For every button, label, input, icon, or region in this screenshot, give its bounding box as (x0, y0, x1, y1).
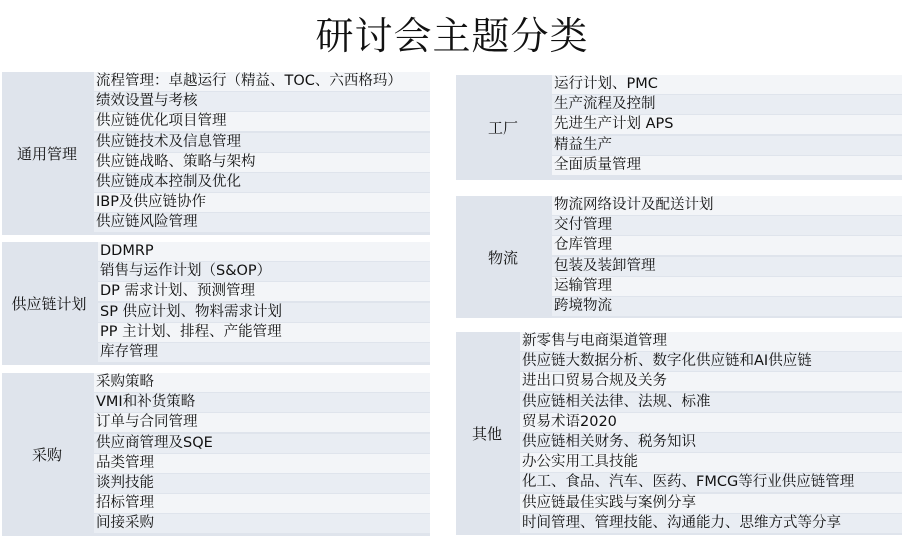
topic-item: 销售与运作计划（S&OP） (98, 262, 430, 281)
topic-item: 时间管理、管理技能、沟通能力、思维方式等分享 (520, 514, 902, 533)
category-group-general-management (2, 72, 430, 235)
category-group-other (456, 332, 902, 535)
topic-list (94, 373, 430, 535)
topic-item: 供应链相关财务、税务知识 (520, 433, 902, 452)
page-title: 研讨会主题分类 (315, 14, 589, 58)
topic-item: 物流网络设计及配送计划 (552, 196, 902, 215)
topic-item: VMI和补货策略 (94, 393, 430, 412)
topic-item: 贸易术语2020 (520, 413, 902, 432)
topic-item: PP 主计划、排程、产能管理 (98, 323, 430, 342)
topic-item: 进出口贸易合规及关务 (520, 372, 902, 391)
category-label: 其他 (471, 425, 502, 443)
topic-item: 全面质量管理 (552, 156, 902, 175)
topic-item: 供应链大数据分析、数字化供应链和AI供应链 (520, 352, 902, 371)
topic-item: 品类管理 (94, 454, 430, 473)
topic-item: 仓库管理 (552, 236, 902, 255)
topic-item: 供应链成本控制及优化 (94, 173, 430, 192)
category-group-supply-chain-planning (2, 242, 430, 365)
topic-item: 库存管理 (98, 343, 430, 362)
topic-item: 化工、食品、汽车、医药、FMCG等行业供应链管理 (520, 473, 902, 492)
topic-item: 招标管理 (94, 494, 430, 513)
topic-item: 流程管理：卓越运行（精益、TOC、六西格玛） (94, 72, 430, 91)
topic-item: 生产流程及控制 (552, 95, 902, 114)
category-group-factory (456, 75, 902, 180)
topic-item: DDMRP (98, 242, 430, 261)
topic-item: 供应链相关法律、法规、标准 (520, 393, 902, 412)
topic-item: 办公实用工具技能 (520, 453, 902, 472)
category-label: 工厂 (487, 119, 518, 137)
category-group-procurement (2, 373, 430, 536)
topic-item: 跨境物流 (552, 297, 902, 316)
category-label: 物流 (487, 248, 518, 267)
topic-item: 绩效设置与考核 (94, 92, 430, 111)
topic-item: IBP及供应链协作 (94, 193, 430, 212)
topic-item: DP 需求计划、预测管理 (98, 282, 430, 301)
topic-item: 供应链战略、策略与架构 (94, 153, 430, 172)
category-group-logistics (456, 196, 902, 318)
topic-item: 供应链技术及信息管理 (94, 133, 430, 152)
topic-list (552, 75, 902, 176)
topic-item: 运行计划、PMC (552, 75, 902, 94)
topic-item: 采购策略 (94, 373, 430, 392)
topic-list (552, 196, 902, 317)
topic-item: 间接采购 (94, 514, 430, 533)
topic-item: 供应链风险管理 (94, 213, 430, 232)
topic-item: 供应商管理及SQE (94, 434, 430, 453)
category-label: 供应链计划 (11, 295, 87, 313)
topic-list (98, 242, 430, 363)
topic-list (94, 72, 430, 234)
topic-item: 精益生产 (552, 136, 902, 155)
topic-item: 先进生产计划 APS (552, 115, 902, 134)
category-label: 采购 (31, 446, 62, 464)
topic-item: 供应链最佳实践与案例分享 (520, 494, 902, 513)
topic-item: SP 供应计划、物料需求计划 (98, 303, 430, 322)
topic-item: 订单与合同管理 (94, 413, 430, 432)
topic-item: 新零售与电商渠道管理 (520, 332, 902, 351)
topic-item: 交付管理 (552, 216, 902, 235)
topic-list (520, 332, 902, 534)
category-label: 通用管理 (16, 145, 77, 163)
topic-item: 供应链优化项目管理 (94, 112, 430, 131)
topic-item: 运输管理 (552, 277, 902, 296)
topic-item: 包装及装卸管理 (552, 257, 902, 276)
topic-item: 谈判技能 (94, 474, 430, 493)
